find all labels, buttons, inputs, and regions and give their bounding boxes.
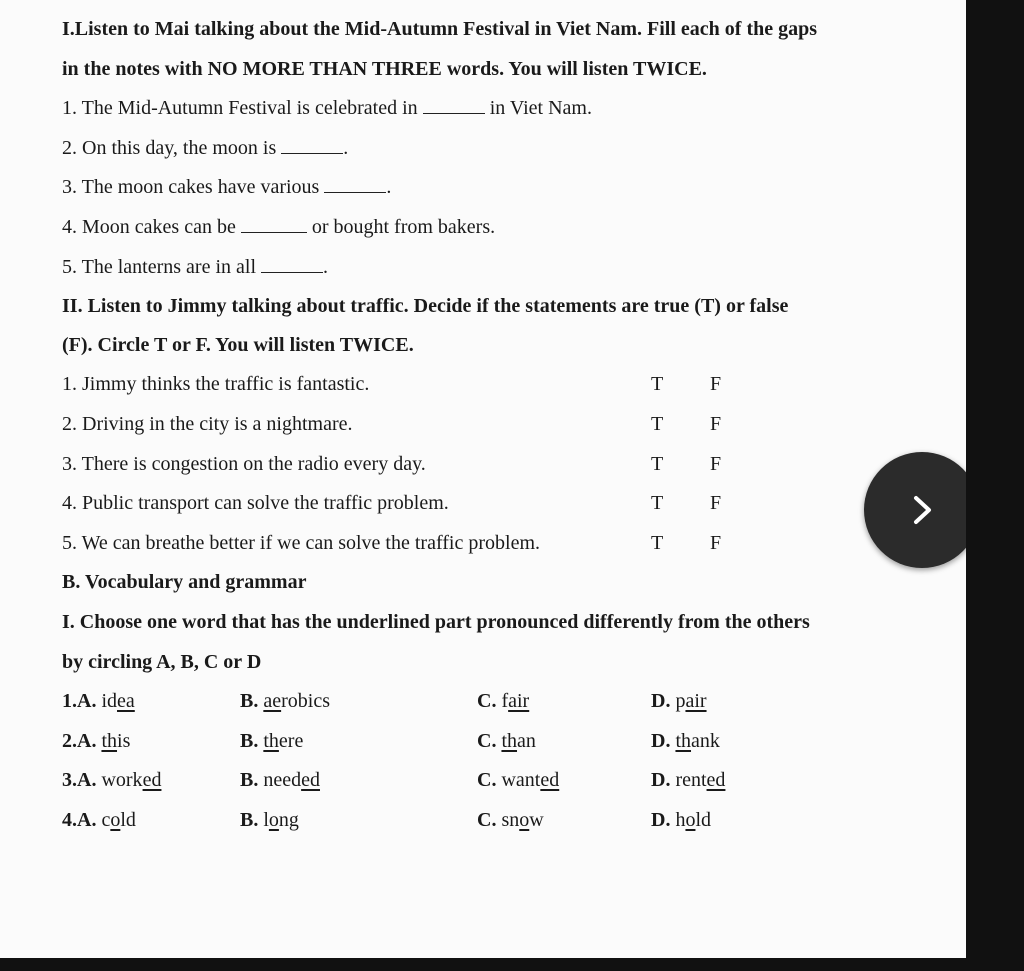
word-part: w <box>529 809 544 831</box>
false-option[interactable]: F <box>710 532 722 554</box>
word-underlined-part: ed <box>142 769 162 791</box>
option-letter: C. <box>477 730 497 752</box>
option-letter: B. <box>240 730 259 752</box>
next-button[interactable] <box>864 452 980 568</box>
option-letter: D. <box>651 769 671 791</box>
tf-statement-2: 2. Driving in the city is a nightmare. <box>62 413 353 435</box>
word-underlined-part: air <box>508 690 530 712</box>
word-option[interactable] <box>477 689 529 713</box>
word-underlined-part: th <box>675 730 692 752</box>
word-option[interactable] <box>477 729 536 753</box>
word-underlined-part: th <box>263 730 279 752</box>
gap-item-3 <box>62 175 391 199</box>
tf-statement-3: 3. There is congestion on the radio every day. <box>62 453 426 475</box>
gap-item-text: 4. Moon cakes can be <box>62 216 241 238</box>
word-part: rent <box>670 769 707 791</box>
word-part: l <box>258 809 269 831</box>
option-letter: C. <box>477 809 497 831</box>
word-option[interactable] <box>62 808 136 832</box>
false-option[interactable]: F <box>710 413 722 435</box>
gap-item-text: 3. The moon cakes have various <box>62 176 325 198</box>
word-option[interactable] <box>240 729 303 753</box>
option-letter: B. <box>240 809 259 831</box>
tf-statement-4: 4. Public transport can solve the traffic problem. <box>62 492 449 514</box>
section-b-instruction-line1: I. Choose one word that has the underlined part pronounced differently from the others <box>62 611 810 633</box>
word-part: ere <box>278 730 304 752</box>
part1-instruction-line1: I.Listen to Mai talking about the Mid-Autumn Festival in Viet Nam. Fill each of the gaps <box>62 18 818 40</box>
word-option[interactable] <box>651 729 720 753</box>
word-part: ld <box>120 809 136 831</box>
word-option[interactable] <box>651 689 707 713</box>
tf-statement-5: 5. We can breathe better if we can solve the traffic problem. <box>62 532 540 554</box>
word-underlined-part: th <box>501 730 518 752</box>
gap-blank[interactable] <box>241 216 307 233</box>
word-underlined-part: ed <box>540 769 560 791</box>
word-part: id <box>96 690 118 712</box>
word-part: want <box>496 769 541 791</box>
gap-item-text: . <box>386 176 392 198</box>
tf-statement-1: 1. Jimmy thinks the traffic is fantastic. <box>62 373 370 395</box>
gap-item-text: in Viet Nam. <box>484 97 592 119</box>
option-letter: C. <box>477 690 497 712</box>
screen-border-right <box>966 0 1024 971</box>
word-part: need <box>258 769 302 791</box>
word-option[interactable] <box>240 689 330 713</box>
word-part: ng <box>278 809 299 831</box>
word-underlined-part: o <box>519 809 530 831</box>
true-option[interactable]: T <box>651 373 664 395</box>
gap-blank[interactable] <box>281 137 343 154</box>
section-b-title: B. Vocabulary and grammar <box>62 571 307 593</box>
word-option[interactable] <box>62 689 135 713</box>
true-option[interactable]: T <box>651 453 664 475</box>
gap-blank[interactable] <box>324 176 386 193</box>
word-part: robics <box>281 690 330 712</box>
word-part: an <box>517 730 536 752</box>
part1-instruction-line2: in the notes with NO MORE THAN THREE words. You will listen TWICE. <box>62 58 707 80</box>
word-option[interactable] <box>477 808 544 832</box>
word-underlined-part: ea <box>117 690 135 712</box>
chevron-right-icon <box>902 490 942 530</box>
word-part: sn <box>496 809 520 831</box>
gap-item-text: 5. The lanterns are in all <box>62 256 262 278</box>
option-letter: D. <box>651 730 671 752</box>
gap-item-4 <box>62 215 495 239</box>
word-option[interactable] <box>62 729 130 753</box>
word-part: is <box>117 730 131 752</box>
part2-instruction-line2: (F). Circle T or F. You will listen TWICE. <box>62 334 414 356</box>
gap-item-text: 2. On this day, the moon is <box>62 137 282 159</box>
true-option[interactable]: T <box>651 532 664 554</box>
true-option[interactable]: T <box>651 413 664 435</box>
option-letter: D. <box>651 809 671 831</box>
part2-instruction-line1: II. Listen to Jimmy talking about traffic. Decide if the statements are true (T) or false <box>62 295 789 317</box>
word-option[interactable] <box>62 768 161 792</box>
word-part: h <box>670 809 686 831</box>
false-option[interactable]: F <box>710 453 722 475</box>
word-part: p <box>670 690 686 712</box>
option-letter: C. <box>477 769 497 791</box>
word-option[interactable] <box>651 808 711 832</box>
option-letter: D. <box>651 690 671 712</box>
option-letter: B. <box>240 769 259 791</box>
word-underlined-part: o <box>110 809 121 831</box>
word-part: f <box>496 690 509 712</box>
gap-item-text: . <box>323 256 329 278</box>
gap-item-text: . <box>343 137 349 159</box>
option-letter: B. <box>240 690 259 712</box>
word-part: ld <box>695 809 712 831</box>
word-option[interactable] <box>651 768 725 792</box>
word-underlined-part: ae <box>263 690 282 712</box>
gap-item-1 <box>62 96 592 120</box>
option-letter: 3.A. <box>62 769 97 791</box>
option-letter: 2.A. <box>62 730 97 752</box>
word-part: ank <box>691 730 720 752</box>
option-letter: 1.A. <box>62 690 97 712</box>
option-letter: 4.A. <box>62 809 97 831</box>
word-underlined-part: th <box>101 730 118 752</box>
gap-item-5 <box>62 255 328 279</box>
gap-blank[interactable] <box>423 97 485 114</box>
section-b-instruction-line2: by circling A, B, C or D <box>62 651 262 673</box>
word-underlined-part: ed <box>706 769 726 791</box>
gap-item-2 <box>62 136 348 160</box>
false-option[interactable]: F <box>710 373 722 395</box>
word-option[interactable] <box>240 768 320 792</box>
word-part: work <box>96 769 143 791</box>
true-option[interactable]: T <box>651 492 664 514</box>
word-part: c <box>96 809 111 831</box>
gap-item-text: 1. The Mid-Autumn Festival is celebrated in <box>62 97 423 119</box>
word-underlined-part: ed <box>301 769 320 791</box>
word-option[interactable] <box>477 768 559 792</box>
word-option[interactable] <box>240 808 299 832</box>
false-option[interactable]: F <box>710 492 722 514</box>
word-underlined-part: o <box>268 809 279 831</box>
gap-blank[interactable] <box>261 256 323 273</box>
screen-border-bottom <box>0 958 1024 971</box>
word-underlined-part: o <box>685 809 696 831</box>
gap-item-text: or bought from bakers. <box>306 216 496 238</box>
word-underlined-part: air <box>685 690 707 712</box>
